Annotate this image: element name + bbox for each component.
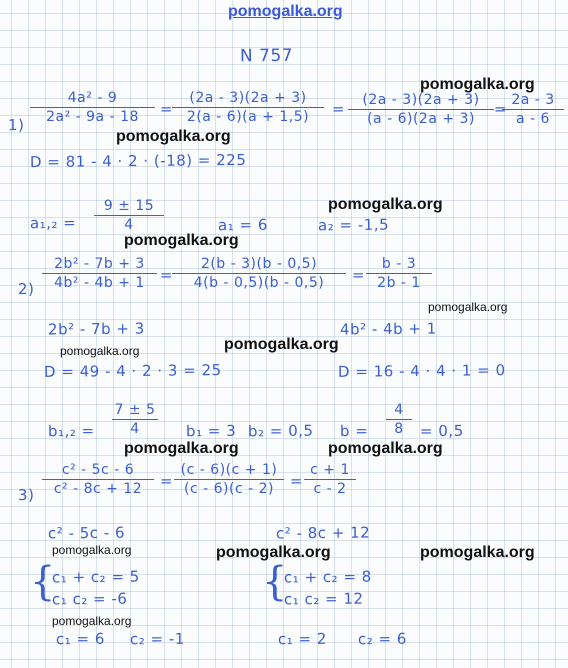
problem-title: N 757 <box>239 45 294 67</box>
part3-result-fraction <box>304 462 356 497</box>
fraction-denominator: 8 <box>394 421 404 437</box>
part2-poly2: 4b² - 4b + 1 <box>339 319 437 339</box>
part2-mid-fraction <box>172 256 346 291</box>
part2-number: 2) <box>17 279 35 299</box>
part1-root2: a₂ = -1,5 <box>317 215 390 235</box>
fraction-denominator: (c - 6)(c - 2) <box>184 481 274 497</box>
fraction-numerator: (c - 6)(c + 1) <box>180 462 278 478</box>
watermark: pomogalka.org <box>420 76 535 93</box>
watermark: pomogalka.org <box>328 196 443 213</box>
fraction-bar <box>348 109 494 110</box>
watermark: pomogalka.org <box>52 614 132 628</box>
fraction-numerator: 4 <box>394 402 404 418</box>
watermark: pomogalka.org <box>60 344 140 358</box>
fraction-denominator: (a - 6)(2a + 3) <box>367 111 475 127</box>
fraction-numerator: 7 ± 5 <box>114 402 156 418</box>
part2-disc2: D = 16 - 4 · 4 · 1 = 0 <box>337 361 506 381</box>
part1-roots-fraction <box>94 198 164 233</box>
system2-brace: { <box>262 559 288 605</box>
part2-poly1: 2b² - 7b + 3 <box>47 319 145 339</box>
fraction-bar <box>172 107 324 108</box>
part3-poly2: c² - 8c + 12 <box>275 523 371 543</box>
fraction-numerator: b - 3 <box>381 256 417 272</box>
part3-lhs-fraction <box>42 462 154 497</box>
part1-mid-fraction <box>172 90 324 125</box>
fraction-denominator: 4b² - 4b + 1 <box>54 275 145 291</box>
system2-line2: c₁ c₂ = 12 <box>283 589 364 609</box>
part2-root1: b₁ = 3 <box>185 421 237 441</box>
fraction-numerator: 9 ± 15 <box>103 198 155 214</box>
equals-sign: = <box>159 265 174 285</box>
watermark: pomogalka.org <box>420 544 535 561</box>
part3-mid-fraction <box>174 462 284 497</box>
fraction-bar <box>30 107 155 108</box>
part2-disc1: D = 49 - 4 · 2 · 3 = 25 <box>43 361 222 381</box>
part3-poly1: c² - 5c - 6 <box>47 523 126 543</box>
part3-number: 3) <box>17 485 35 505</box>
fraction-numerator: 2a - 3 <box>511 92 555 108</box>
watermark: pomogalka.org <box>224 336 339 353</box>
fraction-bar <box>94 215 164 216</box>
system2-line1: c₁ + c₂ = 8 <box>283 567 372 587</box>
watermark: pomogalka.org <box>124 232 239 249</box>
watermark: pomogalka.org <box>124 440 239 457</box>
equals-sign: = <box>331 99 346 119</box>
watermark: pomogalka.org <box>428 300 508 314</box>
equals-sign: = <box>159 99 174 119</box>
fraction-denominator: 4(b - 0,5)(b - 0,5) <box>193 275 325 291</box>
system1-brace: { <box>30 559 56 605</box>
fraction-bar <box>42 479 154 480</box>
fraction-denominator: 2(a - 6)(a + 1,5) <box>186 109 310 125</box>
part2-lhs-fraction <box>42 256 157 291</box>
top-watermark-link[interactable]: pomogalka.org <box>228 3 343 20</box>
fraction-bar <box>304 479 356 480</box>
part2-roots-label: b₁,₂ = <box>47 421 95 441</box>
watermark: pomogalka.org <box>116 128 231 145</box>
part2-single-value: = 0,5 <box>419 421 464 441</box>
fraction-denominator: 2b - 1 <box>377 275 421 291</box>
fraction-denominator: 4 <box>130 421 140 437</box>
watermark: pomogalka.org <box>328 440 443 457</box>
equals-sign: = <box>493 99 508 119</box>
part2-result-fraction <box>366 256 432 291</box>
fraction-bar <box>172 273 346 274</box>
part1-roots-label: a₁,₂ = <box>29 213 77 233</box>
watermark: pomogalka.org <box>52 543 132 557</box>
part3-root2: c₂ = -1 <box>129 629 185 649</box>
system1-line2: c₁ c₂ = -6 <box>51 589 128 609</box>
part1-lhs-fraction <box>30 90 155 125</box>
fraction-numerator: c² - 5c - 6 <box>61 462 135 478</box>
system1-line1: c₁ + c₂ = 5 <box>51 567 140 587</box>
fraction-numerator: 4a² - 9 <box>67 90 118 106</box>
part1-mid2-fraction <box>348 92 494 127</box>
fraction-numerator: (2a - 3)(2a + 3) <box>189 90 307 106</box>
watermark: pomogalka.org <box>216 544 331 561</box>
equals-sign: = <box>159 471 174 491</box>
fraction-denominator: 2a² - 9a - 18 <box>46 109 139 125</box>
fraction-numerator: (2a - 3)(2a + 3) <box>362 92 480 108</box>
part2-single-root-label: b = <box>339 421 369 441</box>
part3-root3: c₁ = 2 <box>277 629 328 649</box>
part3-root1: c₁ = 6 <box>55 629 106 649</box>
part2-roots-fraction <box>112 402 158 437</box>
fraction-bar <box>366 273 432 274</box>
fraction-denominator: a - 6 <box>516 111 550 127</box>
part2-single-fraction <box>386 402 412 437</box>
part1-result-fraction <box>502 92 564 127</box>
fraction-bar <box>174 479 284 480</box>
part3-root4: c₂ = 6 <box>357 629 408 649</box>
part2-root2: b₂ = 0,5 <box>247 421 314 441</box>
equals-sign: = <box>351 265 366 285</box>
fraction-bar <box>502 109 564 110</box>
fraction-numerator: c + 1 <box>310 462 350 478</box>
fraction-denominator: c - 2 <box>313 481 347 497</box>
fraction-denominator: c² - 8c + 12 <box>53 481 143 497</box>
fraction-numerator: 2(b - 3)(b - 0,5) <box>200 256 318 272</box>
equals-sign: = <box>289 471 304 491</box>
part1-discriminant: D = 81 - 4 · 2 · (-18) = 225 <box>29 150 247 172</box>
fraction-denominator: 4 <box>124 217 134 233</box>
fraction-bar <box>42 273 157 274</box>
fraction-bar <box>386 419 412 420</box>
part1-number: 1) <box>7 115 25 135</box>
fraction-bar <box>112 419 158 420</box>
fraction-numerator: 2b² - 7b + 3 <box>54 256 145 272</box>
part1-root1: a₁ = 6 <box>217 215 268 235</box>
